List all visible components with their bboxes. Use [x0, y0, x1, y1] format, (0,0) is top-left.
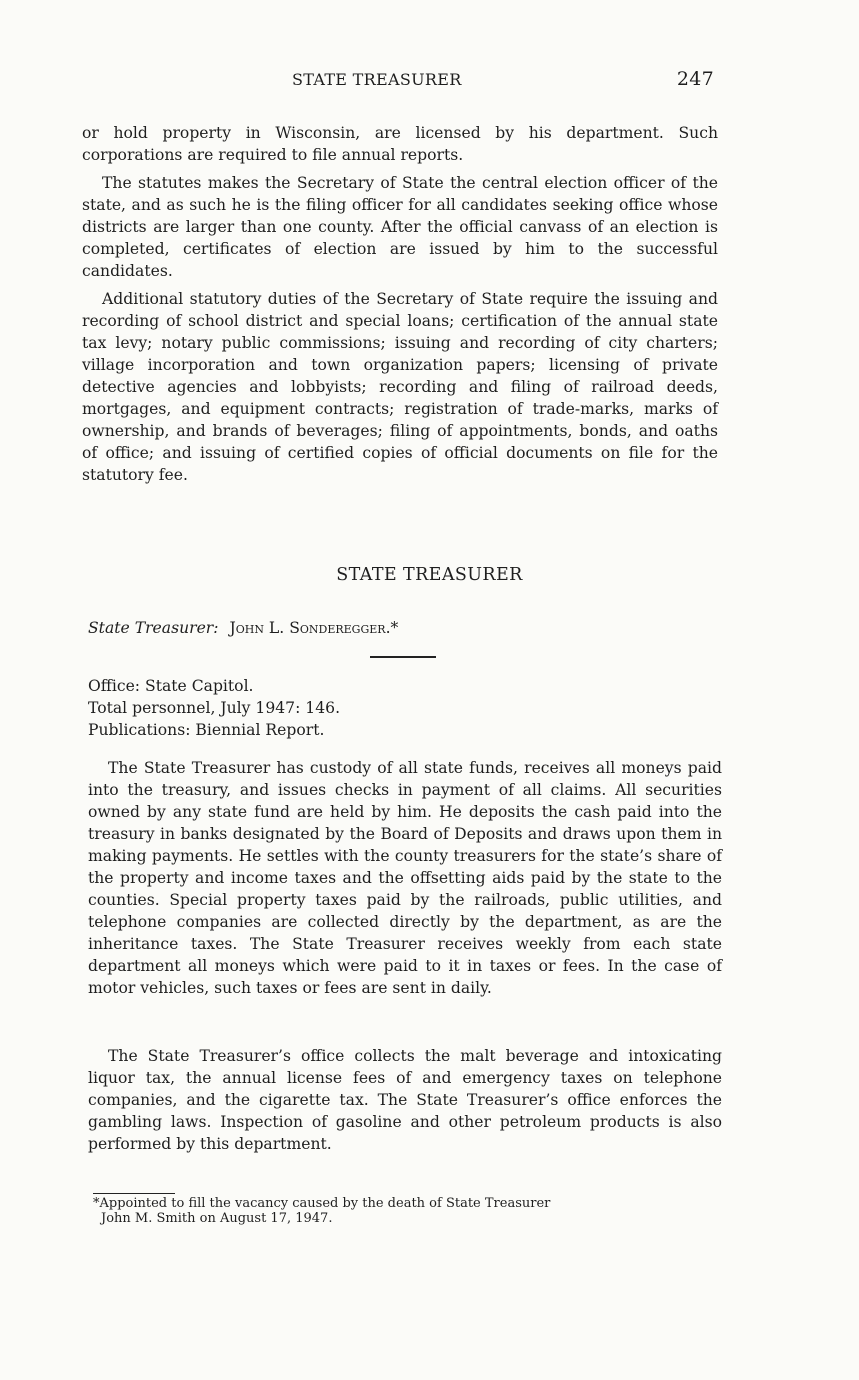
footnote-line-1: *Appointed to fill the vacancy caused by the death of State Treasurer	[93, 1196, 551, 1211]
office-info	[88, 675, 340, 741]
section-heading: STATE TREASURER	[336, 565, 523, 585]
paragraph-treasurer-taxes: The State Treasurer’s office collects the malt beverage and intoxicating liquor tax, the annual license fees of and emergency taxes on telephone companies, and the cigarette tax. The State Treasurer’s office enforces the gambling laws. Inspection of gasoline and other petroleum products is also performed by this department.	[88, 1047, 722, 1153]
footnote-line-2: John M. Smith on August 17, 1947.	[101, 1211, 333, 1226]
footnote-divider	[93, 1193, 175, 1194]
page-number: 247	[676, 68, 714, 90]
footnote	[93, 1196, 725, 1226]
running-head	[82, 70, 714, 94]
officer-name: John L. Sonderegger.*	[229, 619, 399, 637]
running-head-title: STATE TREASURER	[292, 70, 462, 89]
officer-line	[88, 619, 398, 637]
office-location: Office: State Capitol.	[88, 677, 254, 695]
section-divider	[370, 656, 436, 658]
officer-role: State Treasurer:	[88, 619, 219, 637]
paragraph-continued: or hold property in Wisconsin, are licensed by his department. Such corporations are required to file annual reports.	[82, 124, 718, 164]
paragraph-treasurer-custody: The State Treasurer has custody of all state funds, receives all moneys paid into the treasury, and issues checks in payment of all claims. All securities owned by any state fund are held by him. He deposits the cash paid into the treasury in banks designated by the Board of Deposits and draws upon them in making payments. He settles with the county treasurers for the state’s share of the property and income taxes and the offsetting aids paid by the state to the counties. Special property taxes paid by the railroads, public utilities, and telephone companies are collected directly by the department, as are the inheritance taxes. The State Treasurer receives weekly from each state department all moneys which were paid to it in taxes or fees. In the case of motor vehicles, such taxes or fees are sent in daily.	[88, 759, 722, 997]
publications: Publications: Biennial Report.	[88, 721, 325, 739]
paragraph-statutory-duties: Additional statutory duties of the Secretary of State require the issuing and recording of school district and special loans; certification of the annual state tax levy; notary public commissions; issuing and recording of city charters; village incorporation and town organization papers; licensing of private detective agencies and lobbyists; recording and filing of railroad deeds, mortgages, and equipment contracts; registration of trade-marks, marks of ownership, and brands of beverages; filing of appointments, bonds, and oaths of office; and issuing of certified copies of official documents on file for the statutory fee.	[82, 290, 718, 484]
total-personnel: Total personnel, July 1947: 146.	[88, 699, 341, 717]
paragraph-election-duties: The statutes makes the Secretary of State the central election officer of the state, and as such he is the filing officer for all candidates seeking office whose districts are larger than one county. After the official canvass of an election is completed, certificates of election are issued by him to the successful candidates.	[82, 174, 718, 280]
